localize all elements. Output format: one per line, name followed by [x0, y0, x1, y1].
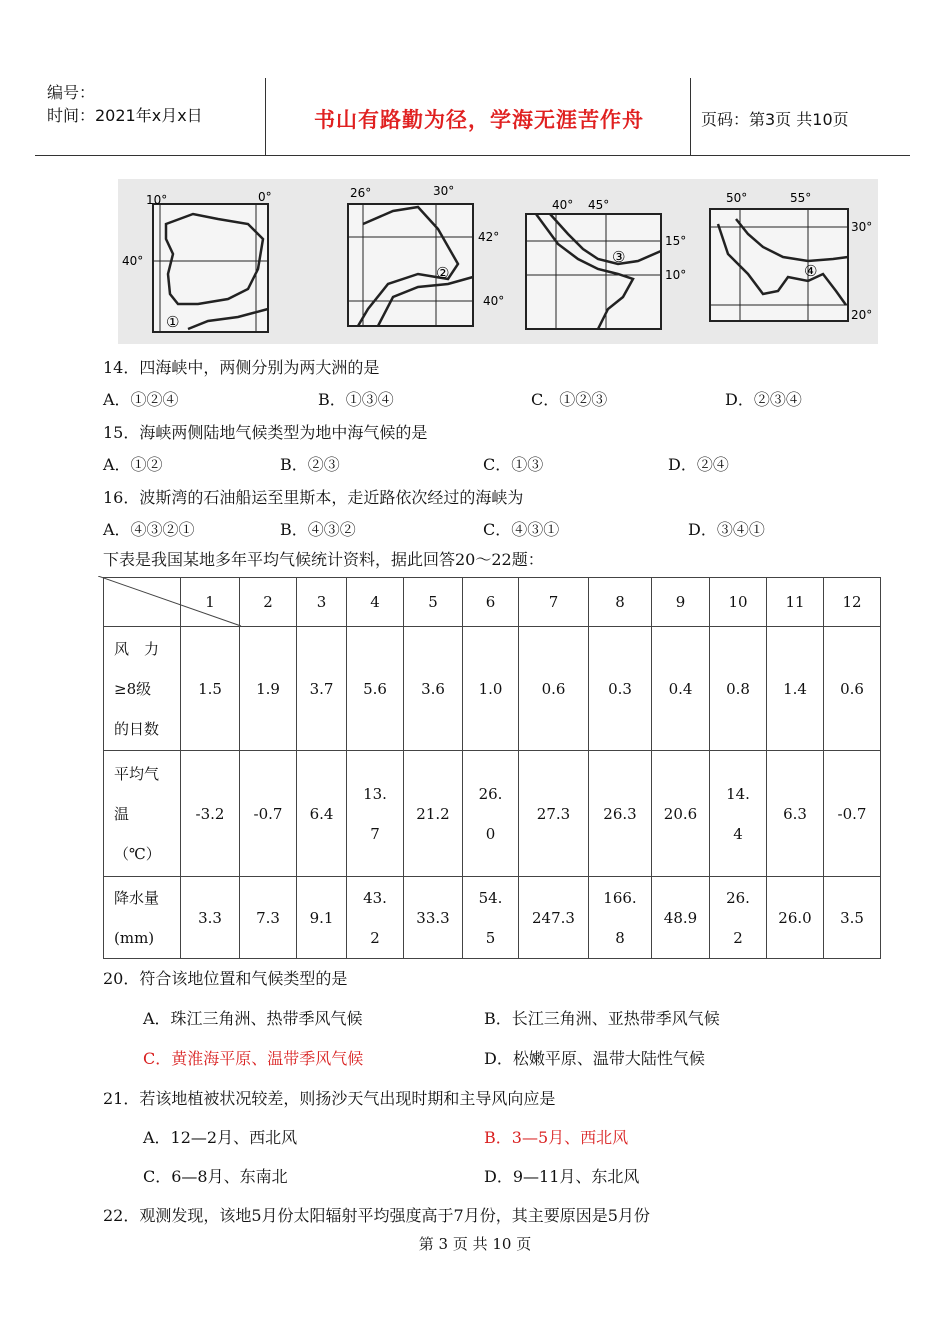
q14-option-d: D．②③④	[725, 390, 802, 409]
doc-code-label: 编号：	[47, 83, 96, 102]
precip-cell: 33.3	[404, 877, 463, 959]
question-22: 22．观测发现，该地5月份太阳辐射平均强度高于7月份，其主要原因是5月份	[103, 1206, 650, 1225]
q20-option-c-answer: C．黄淮海平原、温带季风气候	[143, 1049, 364, 1068]
precip-cell: 26. 2	[710, 877, 767, 959]
month-cell: 3	[297, 578, 347, 627]
temp-cell: 21.2	[404, 751, 463, 877]
temp-cell: 14. 4	[710, 751, 767, 877]
q21-option-b-answer: B．3—5月、西北风	[484, 1128, 629, 1147]
temp-cell: 26. 0	[463, 751, 519, 877]
map3-lat-b: 10°	[665, 268, 687, 282]
q16-option-d: D．③④①	[688, 520, 765, 539]
wind-cell: 0.6	[519, 627, 589, 751]
temperature-row-label: 平均气 温 （℃）	[104, 751, 181, 877]
temp-cell: 26.3	[589, 751, 652, 877]
temperature-row	[104, 751, 881, 877]
temp-cell: -0.7	[824, 751, 881, 877]
q15-option-c: C．①③	[483, 455, 544, 474]
page-number-label: 页码：第3页 共10页	[701, 110, 849, 129]
precip-cell: 54. 5	[463, 877, 519, 959]
map4-lat-b: 20°	[851, 308, 873, 322]
precip-cell: 166. 8	[589, 877, 652, 959]
map2-lat-b: 40°	[483, 294, 505, 308]
map4-number: ④	[804, 262, 818, 280]
wind-row	[104, 627, 881, 751]
strait-maps	[118, 179, 878, 344]
q20-option-b: B．长江三角洲、亚热带季风气候	[484, 1009, 720, 1028]
month-cell: 5	[404, 578, 463, 627]
wind-cell: 1.0	[463, 627, 519, 751]
wind-cell: 1.4	[767, 627, 824, 751]
wind-row-label: 风 力 ≥8级 的日数	[104, 627, 181, 751]
wind-cell: 0.3	[589, 627, 652, 751]
map1-number: ①	[166, 313, 180, 331]
precip-cell: 48.9	[652, 877, 710, 959]
month-cell: 10	[710, 578, 767, 627]
table-intro: 下表是我国某地多年平均气候统计资料，据此回答20～22题：	[103, 550, 544, 569]
q14-option-b: B．①③④	[318, 390, 394, 409]
temp-cell: 27.3	[519, 751, 589, 877]
wind-cell: 0.8	[710, 627, 767, 751]
wind-cell: 1.5	[181, 627, 240, 751]
wind-cell: 5.6	[347, 627, 404, 751]
temp-cell: 13. 7	[347, 751, 404, 877]
q14-option-a: A．①②④	[103, 390, 179, 409]
map2-number: ②	[436, 264, 450, 282]
q14-option-c: C．①②③	[531, 390, 608, 409]
map-strait-2	[348, 184, 504, 326]
month-cell: 6	[463, 578, 519, 627]
month-cell: 4	[347, 578, 404, 627]
map-strait-1	[122, 190, 272, 332]
temp-cell: -0.7	[240, 751, 297, 877]
temp-cell: 6.3	[767, 751, 824, 877]
month-cell: 1	[181, 578, 240, 627]
question-14: 14．四海峡中，两侧分别为两大洲的是	[103, 358, 380, 377]
map4-lon-a: 50°	[726, 191, 748, 205]
map1-lon-b: 0°	[258, 190, 272, 204]
month-cell: 2	[240, 578, 297, 627]
header-divider-right	[690, 78, 691, 155]
precip-cell: 247.3	[519, 877, 589, 959]
doc-date-label: 时间：2021年x月x日	[47, 106, 203, 125]
map2-lon-a: 26°	[350, 186, 372, 200]
map4-lat-a: 30°	[851, 220, 873, 234]
map-strait-3	[526, 198, 686, 329]
month-cell: 8	[589, 578, 652, 627]
wind-cell: 1.9	[240, 627, 297, 751]
q20-option-a: A．珠江三角洲、热带季风气候	[143, 1009, 363, 1028]
map2-lat-a: 42°	[478, 230, 500, 244]
map3-lon-b: 45°	[588, 198, 610, 212]
month-cell: 11	[767, 578, 824, 627]
precip-cell: 9.1	[297, 877, 347, 959]
q21-option-d: D．9—11月、东北风	[484, 1167, 640, 1186]
temp-cell: 6.4	[297, 751, 347, 877]
header-rule	[35, 155, 910, 156]
map3-lon-a: 40°	[552, 198, 574, 212]
header-divider-left	[265, 78, 266, 155]
table-header-row	[104, 578, 881, 627]
precip-cell: 43. 2	[347, 877, 404, 959]
precip-cell: 26.0	[767, 877, 824, 959]
question-20: 20．符合该地位置和气候类型的是	[103, 969, 348, 988]
map2-lon-b: 30°	[433, 184, 455, 198]
map1-lon-a: 10°	[146, 193, 168, 207]
map1-lat: 40°	[122, 254, 144, 268]
q16-option-a: A．④③②①	[103, 520, 195, 539]
precipitation-row	[104, 877, 881, 959]
q15-option-a: A．①②	[103, 455, 163, 474]
q20-option-d: D．松嫩平原、温带大陆性气候	[484, 1049, 705, 1068]
wind-cell: 0.4	[652, 627, 710, 751]
month-cell: 7	[519, 578, 589, 627]
question-21: 21．若该地植被状况较差，则扬沙天气出现时期和主导风向应是	[103, 1089, 556, 1108]
page-motto: 书山有路勤为径，学海无涯苦作舟	[314, 108, 644, 132]
question-15: 15．海峡两侧陆地气候类型为地中海气候的是	[103, 423, 428, 442]
q16-option-b: B．④③②	[280, 520, 356, 539]
q21-option-a: A．12—2月、西北风	[143, 1128, 298, 1147]
page-footer: 第 3 页 共 10 页	[418, 1235, 532, 1253]
q21-option-c: C．6—8月、东南北	[143, 1167, 288, 1186]
q15-option-d: D．②④	[668, 455, 729, 474]
wind-cell: 0.6	[824, 627, 881, 751]
climate-table	[103, 577, 881, 959]
map4-lon-b: 55°	[790, 191, 812, 205]
temp-cell: 20.6	[652, 751, 710, 877]
precip-cell: 3.5	[824, 877, 881, 959]
table-corner-cell	[104, 578, 181, 627]
precipitation-row-label: 降水量 (mm)	[104, 877, 181, 959]
precip-cell: 7.3	[240, 877, 297, 959]
q16-option-c: C．④③①	[483, 520, 560, 539]
wind-cell: 3.7	[297, 627, 347, 751]
temp-cell: -3.2	[181, 751, 240, 877]
month-cell: 9	[652, 578, 710, 627]
map3-number: ③	[612, 248, 626, 266]
precip-cell: 3.3	[181, 877, 240, 959]
question-16: 16．波斯湾的石油船运至里斯本，走近路依次经过的海峡为	[103, 488, 524, 507]
map3-lat-a: 15°	[665, 234, 687, 248]
month-cell: 12	[824, 578, 881, 627]
map-strait-4	[710, 191, 872, 322]
wind-cell: 3.6	[404, 627, 463, 751]
q15-option-b: B．②③	[280, 455, 340, 474]
